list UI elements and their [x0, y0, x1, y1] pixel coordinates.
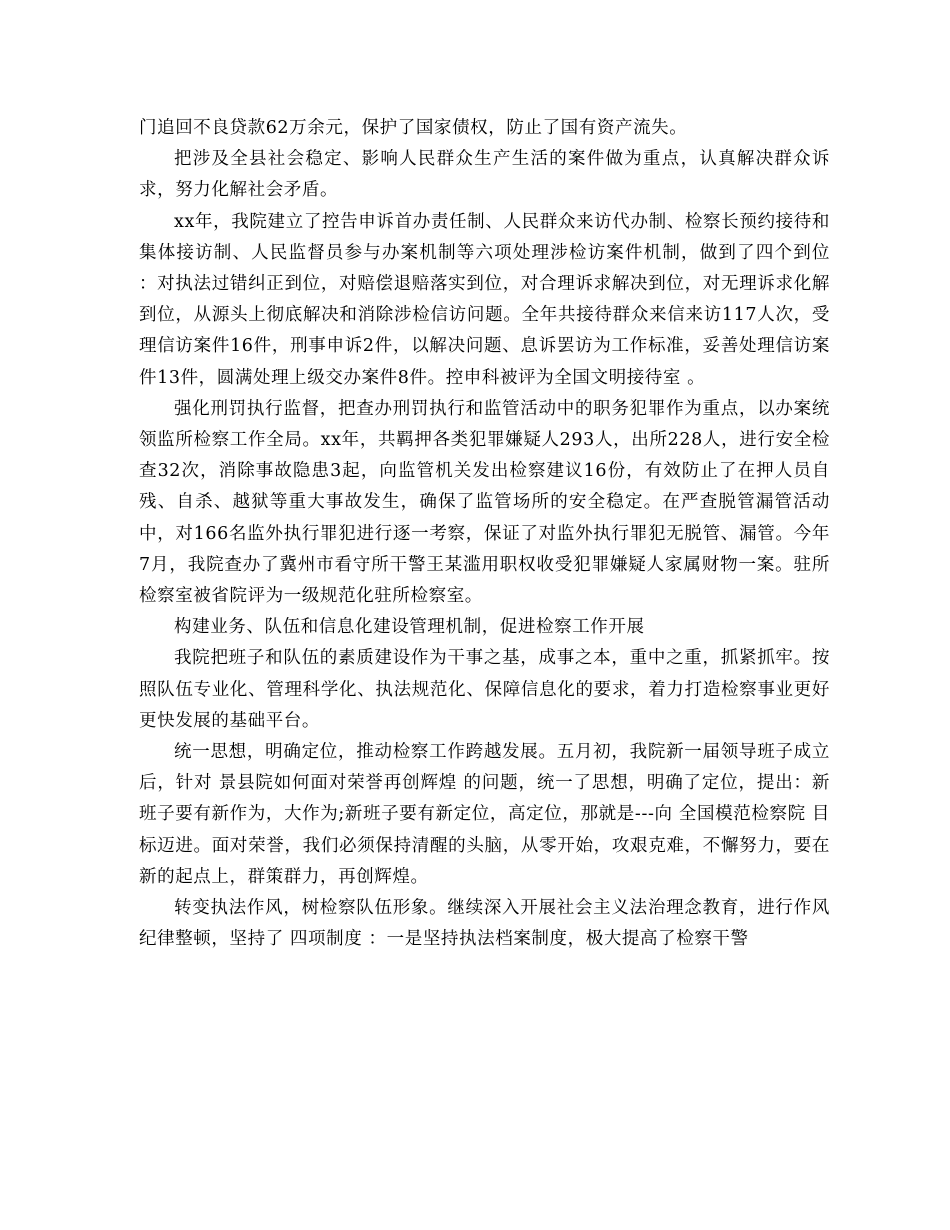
paragraph-8: 转变执法作风，树检察队伍形象。继续深入开展社会主义法治理念教育，进行作风纪律整顿，坚持了 四项制度 ：一是坚持执法档案制度，极大提高了检察干警 [139, 898, 830, 950]
paragraph-2: 把涉及全县社会稳定、影响人民群众生产生活的案件做为重点，认真解决群众诉求，努力化解社会矛盾。 [139, 149, 830, 201]
paragraph-6: 我院把班子和队伍的素质建设作为干事之基，成事之本，重中之重，抓紧抓牢。按照队伍专业化、管理科学化、执法规范化、保障信息化的要求，着力打造检察事业更好更快发展的基础平台。 [139, 648, 830, 731]
paragraph-3: xx年，我院建立了控告申诉首办责任制、人民群众来访代办制、检察长预约接待和集体接访制、人民监督员参与办案机制等六项处理涉检访案件机制，做到了四个到位 ：对执法过错纠正到位，对赔偿退赔落实到位，对合理诉求解决到位，对无理诉求化解到位，从源头上彻底解决和消除涉检信访问题。全年共接待群众来信来访117人次，受理信访案件16件，刑事申诉2件，以解决问题、息诉罢访为工作标准，妥善处理信访案件13件，圆满处理上级交办案件8件。控申科被评为全国文明接待室 。 [139, 211, 830, 388]
section-heading: 构建业务、队伍和信息化建设管理机制，促进检察工作开展 [174, 617, 645, 638]
paragraph-1: 门追回不良贷款62万余元，保护了国家债权，防止了国有资产流失。 [139, 118, 688, 138]
paragraph-4: 强化刑罚执行监督，把查办刑罚执行和监管活动中的职务犯罪作为重点，以办案统领监所检察工作全局。xx年，共羁押各类犯罪嫌疑人293人，出所228人，进行安全检查32次，消除事故隐患3起，向监管机关发出检察建议16份，有效防止了在押人员自残、自杀、越狱等重大事故发生，确保了监管场所的安全稳定。在严查脱管漏管活动中，对166名监外执行罪犯进行逐一考察，保证了对监外执行罪犯无脱管、漏管。今年7月，我院查办了冀州市看守所干警王某滥用职权收受犯罪嫌疑人家属财物一案。驻所检察室被省院评为一级规范化驻所检察室。 [139, 398, 830, 607]
paragraph-7: 统一思想，明确定位，推动检察工作跨越发展。五月初，我院新一届领导班子成立后，针对 景县院如何面对荣誉再创辉煌 的问题，统一了思想，明确了定位，提出：新班子要有新作为，大作为;新班子要有新定位，高定位，那就是---向 全国模范检察院 目标迈进。面对荣誉，我们必须保持清醒的头脑，从零开始，攻艰克难，不懈努力，要在新的起点上，群策群力，再创辉煌。 [139, 742, 830, 887]
